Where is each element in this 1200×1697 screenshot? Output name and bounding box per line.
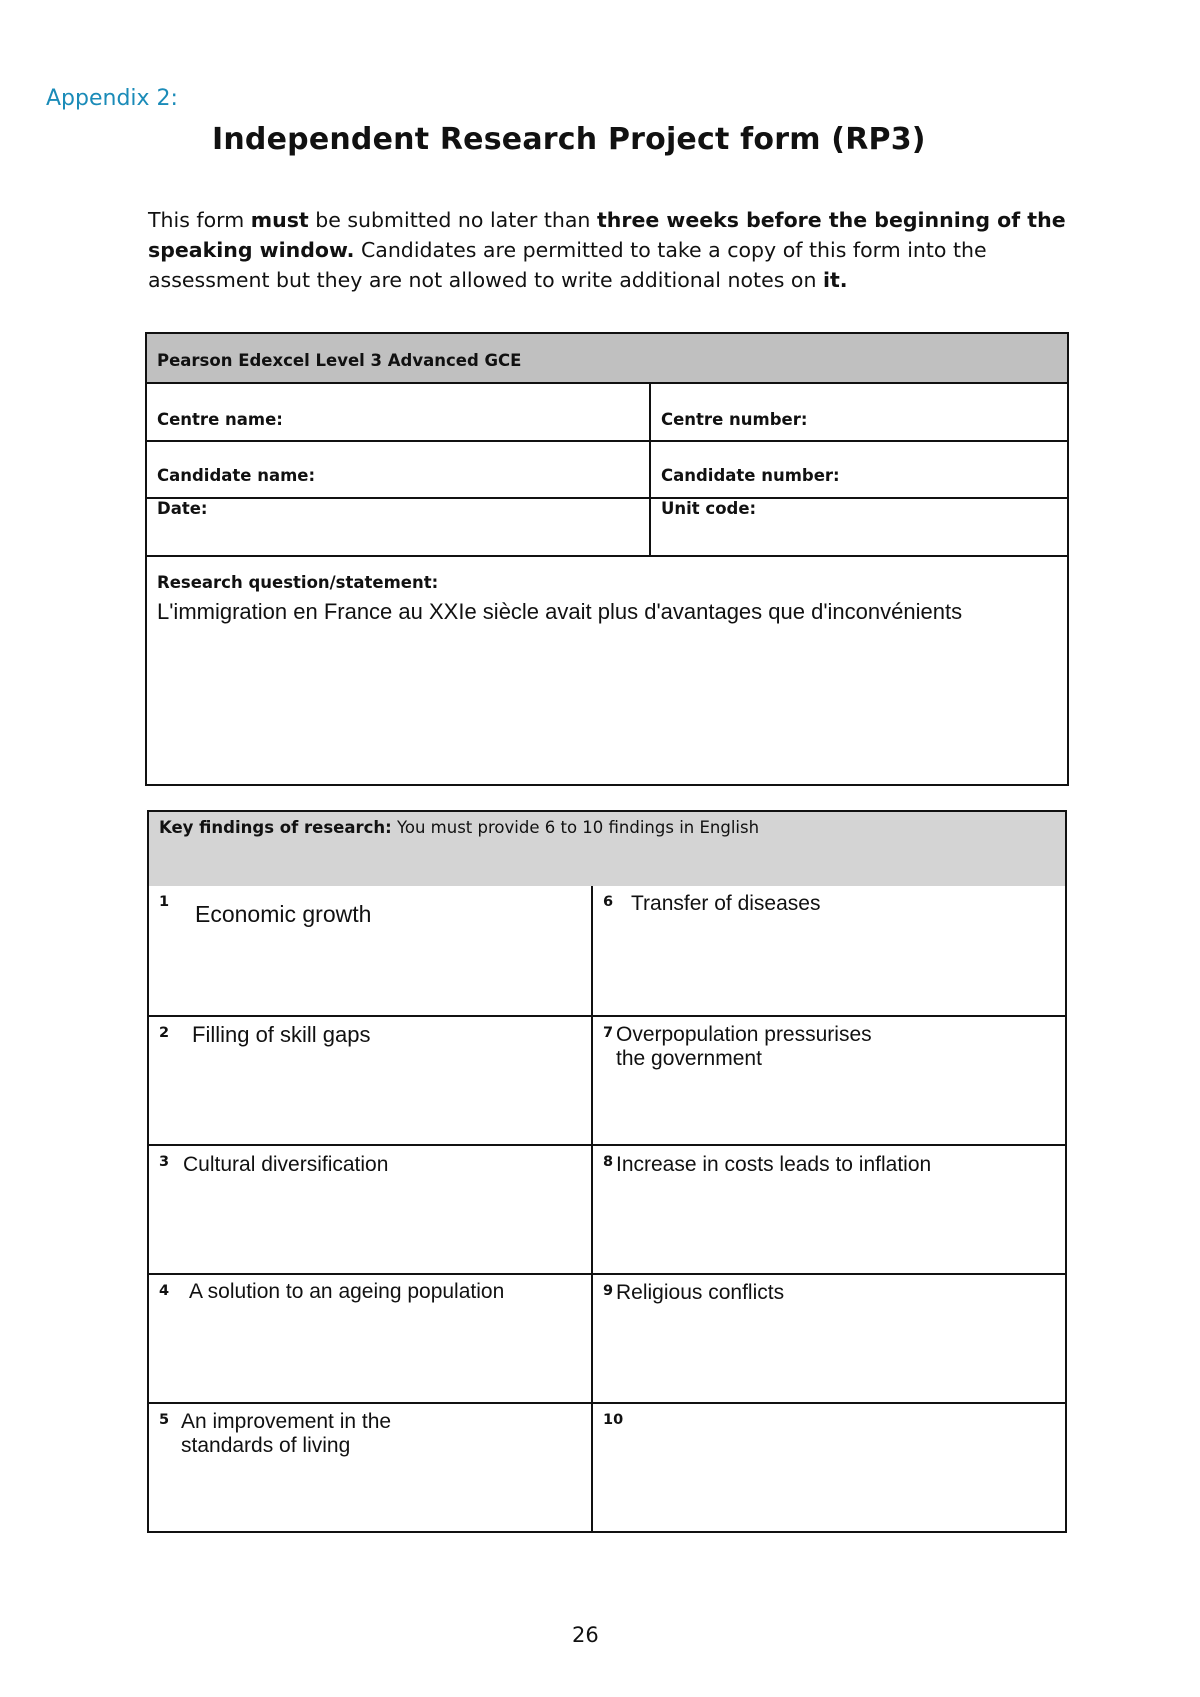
- finding-number: 7: [603, 1025, 614, 1041]
- finding-cell-8[interactable]: [593, 1144, 1065, 1273]
- research-question-label: Research question/statement:: [157, 573, 439, 592]
- finding-text: Overpopulation pressurises the government: [616, 1023, 872, 1070]
- details-table-header: Pearson Edexcel Level 3 Advanced GCE: [147, 334, 1067, 384]
- finding-text: Filling of skill gaps: [192, 1022, 371, 1047]
- intro-text-2: be submitted no later than: [308, 208, 597, 232]
- finding-text: Economic growth: [195, 901, 372, 927]
- finding-text: An improvement in the standards of living: [181, 1410, 392, 1457]
- centre-name-field[interactable]: Centre name:: [147, 384, 651, 440]
- research-question-field[interactable]: [147, 557, 1067, 784]
- date-field[interactable]: Date:: [147, 499, 651, 555]
- intro-paragraph: [148, 205, 1068, 295]
- intro-text-1: This form: [148, 208, 251, 232]
- finding-cell-2[interactable]: [149, 1015, 593, 1144]
- finding-cell-4[interactable]: [149, 1273, 593, 1402]
- finding-text: Transfer of diseases: [631, 892, 821, 915]
- page-number: 26: [572, 1623, 599, 1647]
- finding-number: 4: [159, 1283, 170, 1299]
- findings-table: [147, 810, 1067, 1533]
- finding-number: 9: [603, 1283, 614, 1299]
- page-title: Independent Research Project form (RP3): [212, 122, 926, 157]
- finding-text: Religious conflicts: [616, 1281, 785, 1304]
- intro-text-3: Candidates are permitted to take a copy of this form into the assessment but they are not allowed to write additional notes on: [148, 238, 987, 292]
- candidate-name-field[interactable]: Candidate name:: [147, 442, 651, 497]
- finding-cell-6[interactable]: [593, 886, 1065, 1015]
- findings-header-label: Key findings of research:: [159, 818, 392, 837]
- finding-cell-5[interactable]: [149, 1402, 593, 1531]
- finding-text: A solution to an ageing population: [189, 1280, 505, 1303]
- finding-cell-10[interactable]: [593, 1402, 1065, 1531]
- intro-bold-it: it.: [822, 268, 848, 292]
- centre-number-field[interactable]: Centre number:: [661, 410, 808, 429]
- finding-number: 6: [603, 894, 614, 910]
- finding-number: 8: [603, 1154, 614, 1170]
- candidate-number-field[interactable]: Candidate number:: [661, 466, 840, 485]
- finding-cell-1[interactable]: [149, 886, 593, 1015]
- details-table: [145, 332, 1069, 786]
- finding-number: 10: [603, 1412, 624, 1428]
- appendix-label: Appendix 2:: [46, 86, 178, 111]
- finding-number: 2: [159, 1025, 170, 1041]
- finding-cell-9[interactable]: [593, 1273, 1065, 1402]
- details-row-date: [147, 499, 1067, 557]
- research-question-answer: L'immigration en France au XXIe siècle avait plus d'avantages que d'inconvénients: [157, 599, 963, 624]
- finding-cell-7[interactable]: [593, 1015, 1065, 1144]
- finding-text: Increase in costs leads to inflation: [616, 1153, 932, 1176]
- findings-header-note: You must provide 6 to 10 findings in English: [391, 818, 760, 837]
- unit-code-field[interactable]: Unit code:: [661, 499, 757, 518]
- details-row-candidate: [147, 442, 1067, 499]
- finding-number: 3: [159, 1154, 170, 1170]
- details-row-centre: [147, 384, 1067, 442]
- intro-bold-must: must: [250, 208, 309, 232]
- finding-text: Cultural diversification: [183, 1153, 389, 1176]
- finding-cell-3[interactable]: [149, 1144, 593, 1273]
- findings-header: [149, 812, 1065, 886]
- finding-number: 1: [159, 894, 170, 910]
- findings-grid: [149, 886, 1065, 1531]
- intro-bold-deadline: three weeks before the beginning of the speaking window.: [148, 208, 1066, 262]
- finding-number: 5: [159, 1412, 170, 1428]
